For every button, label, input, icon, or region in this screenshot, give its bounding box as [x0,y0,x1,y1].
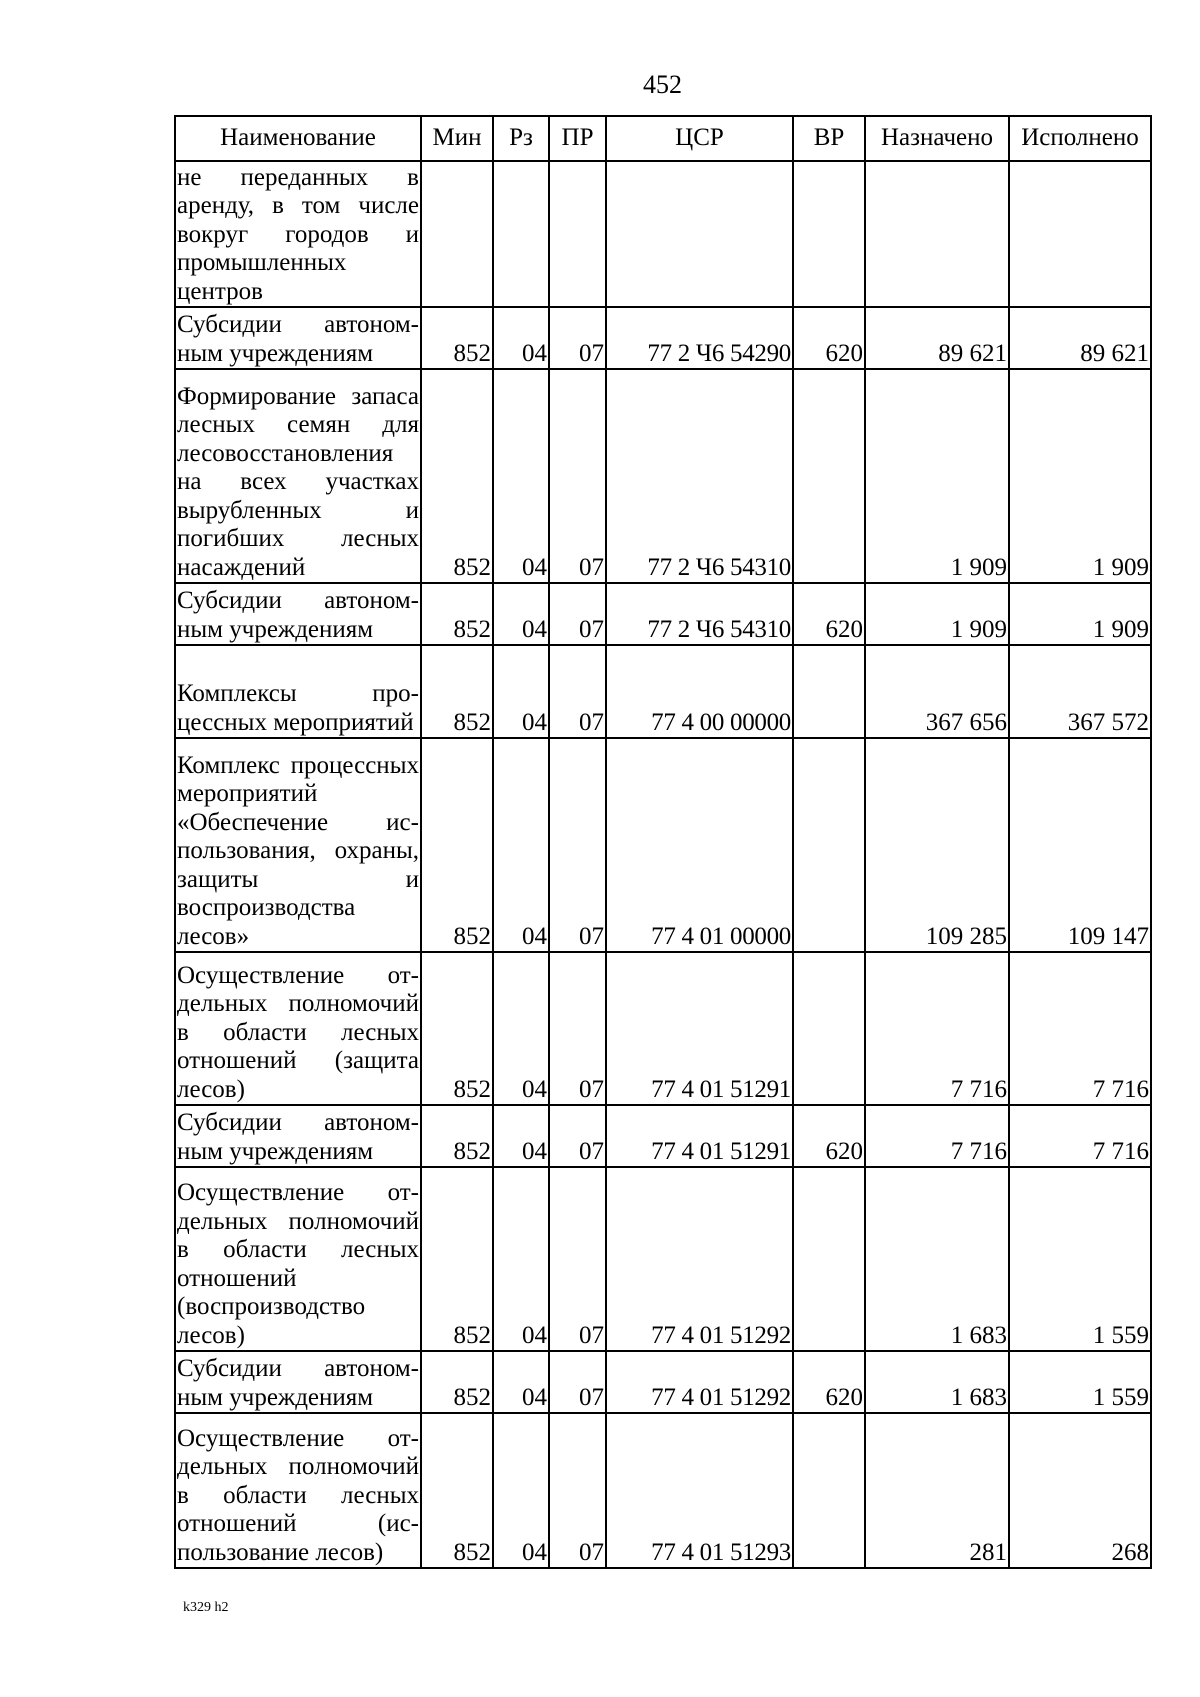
row-executed: 7 716 [1009,1105,1151,1167]
row-pr: 07 [549,307,606,369]
row-assigned: 89 621 [865,307,1009,369]
header-assigned: Назначено [865,116,1009,161]
table-row [175,583,1151,645]
row-rz: 04 [493,1167,549,1351]
row-csr [606,161,793,307]
row-pr: 07 [549,369,606,583]
row-rz: 04 [493,738,549,952]
row-rz [493,161,549,307]
row-vr [793,369,865,583]
row-min: 852 [421,1351,493,1413]
row-min: 852 [421,1105,493,1167]
row-pr: 07 [549,1351,606,1413]
row-rz: 04 [493,307,549,369]
footer-code: k329 h2 [183,1600,229,1615]
row-vr [793,1413,865,1568]
row-name: Субсидии автономным учреждениям [175,583,421,645]
row-rz: 04 [493,952,549,1105]
row-executed: 89 621 [1009,307,1151,369]
row-pr: 07 [549,738,606,952]
row-csr: 77 4 01 00000 [606,738,793,952]
row-assigned: 7 716 [865,952,1009,1105]
row-vr [793,161,865,307]
row-name: Формирование запаса лесных семян для лесовосстановления на всех участках вырубленных и погибших лесных насаждений [175,369,421,583]
row-rz: 04 [493,645,549,738]
header-vr: ВР [793,116,865,161]
row-min: 852 [421,1167,493,1351]
row-name: Осуществление отдельных полномочий в области лесных отношений (использование лесов) [175,1413,421,1568]
row-csr: 77 4 01 51291 [606,952,793,1105]
header-min: Мин [421,116,493,161]
row-pr: 07 [549,645,606,738]
row-pr: 07 [549,1413,606,1568]
row-vr [793,952,865,1105]
row-rz: 04 [493,1351,549,1413]
header-pr: ПР [549,116,606,161]
row-csr: 77 2 Ч6 54310 [606,369,793,583]
row-vr: 620 [793,307,865,369]
row-executed: 367 572 [1009,645,1151,738]
row-assigned: 7 716 [865,1105,1009,1167]
row-executed: 7 716 [1009,952,1151,1105]
row-min: 852 [421,583,493,645]
row-csr: 77 4 01 51292 [606,1167,793,1351]
row-executed [1009,161,1151,307]
row-vr: 620 [793,1351,865,1413]
row-assigned: 1 683 [865,1167,1009,1351]
row-assigned [865,161,1009,307]
row-pr: 07 [549,1105,606,1167]
row-assigned: 1 909 [865,583,1009,645]
header-name: Наименование [175,116,421,161]
row-min: 852 [421,1413,493,1568]
row-name: Осуществление отдельных полномочий в области лесных отношений (воспроизводство лесов) [175,1167,421,1351]
row-vr [793,645,865,738]
page-number: 452 [643,70,682,99]
row-assigned: 1 909 [865,369,1009,583]
row-min: 852 [421,952,493,1105]
row-assigned: 367 656 [865,645,1009,738]
table-row [175,738,1151,952]
row-executed: 1 559 [1009,1351,1151,1413]
row-name: Субсидии автономным учреждениям [175,1105,421,1167]
budget-table [174,115,1152,1569]
row-name: Осуществление отдельных полномочий в области лесных отношений (защита лесов) [175,952,421,1105]
row-assigned: 109 285 [865,738,1009,952]
table-row [175,952,1151,1105]
row-name: Субсидии автономным учреждениям [175,1351,421,1413]
row-vr: 620 [793,583,865,645]
row-name: Комплексы процессных мероприятий [175,645,421,738]
row-rz: 04 [493,369,549,583]
row-name: не переданных в аренду, в том числе вокруг городов и промышленных центров [175,161,421,307]
table-row [175,1413,1151,1568]
row-min: 852 [421,307,493,369]
table-row [175,161,1151,307]
row-pr: 07 [549,1167,606,1351]
header-executed: Исполнено [1009,116,1151,161]
row-vr [793,738,865,952]
row-csr: 77 4 00 00000 [606,645,793,738]
row-executed: 109 147 [1009,738,1151,952]
row-min: 852 [421,645,493,738]
row-min: 852 [421,738,493,952]
header-csr: ЦСР [606,116,793,161]
row-min: 852 [421,369,493,583]
row-rz: 04 [493,1413,549,1568]
row-executed: 268 [1009,1413,1151,1568]
row-rz: 04 [493,583,549,645]
row-rz: 04 [493,1105,549,1167]
table-row [175,1351,1151,1413]
row-assigned: 281 [865,1413,1009,1568]
table-row [175,1105,1151,1167]
table-row [175,307,1151,369]
table-row [175,1167,1151,1351]
row-executed: 1 909 [1009,369,1151,583]
row-vr [793,1167,865,1351]
row-csr: 77 2 Ч6 54290 [606,307,793,369]
row-csr: 77 2 Ч6 54310 [606,583,793,645]
row-assigned: 1 683 [865,1351,1009,1413]
row-executed: 1 909 [1009,583,1151,645]
row-csr: 77 4 01 51291 [606,1105,793,1167]
table-row [175,645,1151,738]
row-pr: 07 [549,952,606,1105]
table-row [175,369,1151,583]
header-rz: Рз [493,116,549,161]
row-executed: 1 559 [1009,1167,1151,1351]
table-header-row [175,116,1151,161]
row-vr: 620 [793,1105,865,1167]
row-name: Комплекс процессных мероприятий «Обеспечение использования, охраны, защиты и воспроизводства лесов» [175,738,421,952]
row-name: Субсидии автономным учреждениям [175,307,421,369]
row-pr: 07 [549,583,606,645]
row-csr: 77 4 01 51293 [606,1413,793,1568]
row-min [421,161,493,307]
row-csr: 77 4 01 51292 [606,1351,793,1413]
row-pr [549,161,606,307]
